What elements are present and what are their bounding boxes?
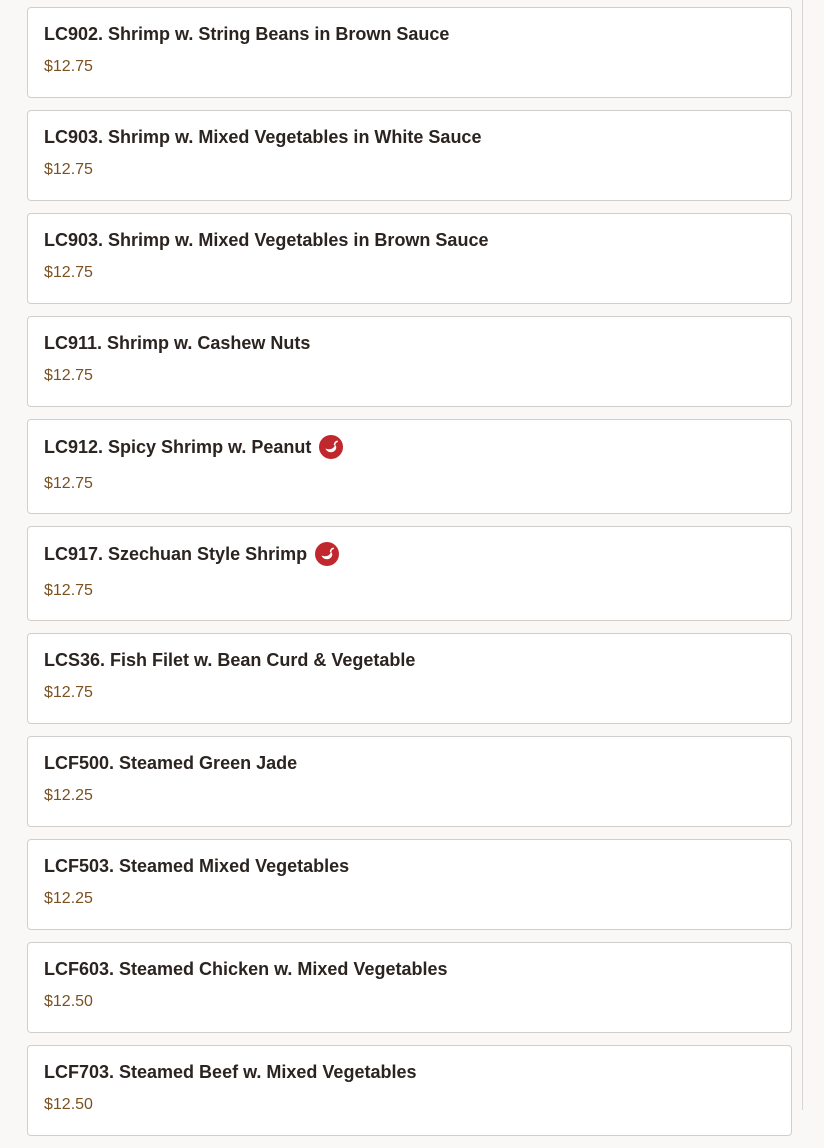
menu-item-title-row	[44, 22, 775, 46]
menu-item-name: LCF703. Steamed Beef w. Mixed Vegetables	[44, 1061, 417, 1082]
menu-item-name: LC903. Shrimp w. Mixed Vegetables in White Sauce	[44, 126, 482, 147]
menu-item[interactable]	[27, 213, 792, 304]
menu-item-name: LC903. Shrimp w. Mixed Vegetables in Brown Sauce	[44, 229, 489, 250]
page-right-border	[802, 0, 803, 1110]
menu-item-price: $12.25	[44, 890, 93, 907]
menu-item[interactable]	[27, 7, 792, 98]
menu-item-title-row	[44, 648, 775, 672]
chili-pepper-icon	[319, 435, 343, 459]
menu-item-title-row	[44, 957, 775, 981]
menu-item-name: LC911. Shrimp w. Cashew Nuts	[44, 332, 311, 353]
menu-item-title-row	[44, 751, 775, 775]
chili-pepper-icon	[315, 542, 339, 566]
menu-item[interactable]	[27, 942, 792, 1033]
menu-item-name: LCF500. Steamed Green Jade	[44, 752, 298, 773]
menu-item-title-row	[44, 434, 775, 460]
menu-item[interactable]	[27, 316, 792, 407]
menu-item-price: $12.75	[44, 475, 93, 492]
menu-item-price: $12.75	[44, 264, 93, 281]
menu-item-title-row	[44, 1060, 775, 1084]
menu-item-price: $12.75	[44, 58, 93, 75]
menu-item-price: $12.75	[44, 161, 93, 178]
menu-item[interactable]	[27, 736, 792, 827]
menu-item-name: LC912. Spicy Shrimp w. Peanut	[44, 436, 312, 457]
menu-item-name: LC902. Shrimp w. String Beans in Brown Sauce	[44, 23, 450, 44]
menu-item[interactable]	[27, 839, 792, 930]
menu-item-title-row	[44, 854, 775, 878]
menu-item-price: $12.75	[44, 582, 93, 599]
menu-item-title-row	[44, 125, 775, 149]
menu-item-price: $12.25	[44, 787, 93, 804]
menu-item[interactable]	[27, 633, 792, 724]
menu-item-price: $12.75	[44, 684, 93, 701]
menu-item[interactable]	[27, 526, 792, 621]
menu-item-title-row	[44, 228, 775, 252]
menu-item[interactable]	[27, 110, 792, 201]
menu-item-name: LCS36. Fish Filet w. Bean Curd & Vegetable	[44, 649, 416, 670]
menu-item[interactable]	[27, 1045, 792, 1136]
menu-item-list	[27, 7, 792, 1148]
menu-item-title-row	[44, 331, 775, 355]
menu-item-price: $12.50	[44, 1096, 93, 1113]
menu-item[interactable]	[27, 419, 792, 514]
menu-item-name: LCF603. Steamed Chicken w. Mixed Vegetables	[44, 958, 448, 979]
menu-item-name: LC917. Szechuan Style Shrimp	[44, 543, 308, 564]
menu-item-title-row	[44, 541, 775, 567]
menu-item-price: $12.75	[44, 367, 93, 384]
menu-item-price: $12.50	[44, 993, 93, 1010]
menu-item-name: LCF503. Steamed Mixed Vegetables	[44, 855, 350, 876]
